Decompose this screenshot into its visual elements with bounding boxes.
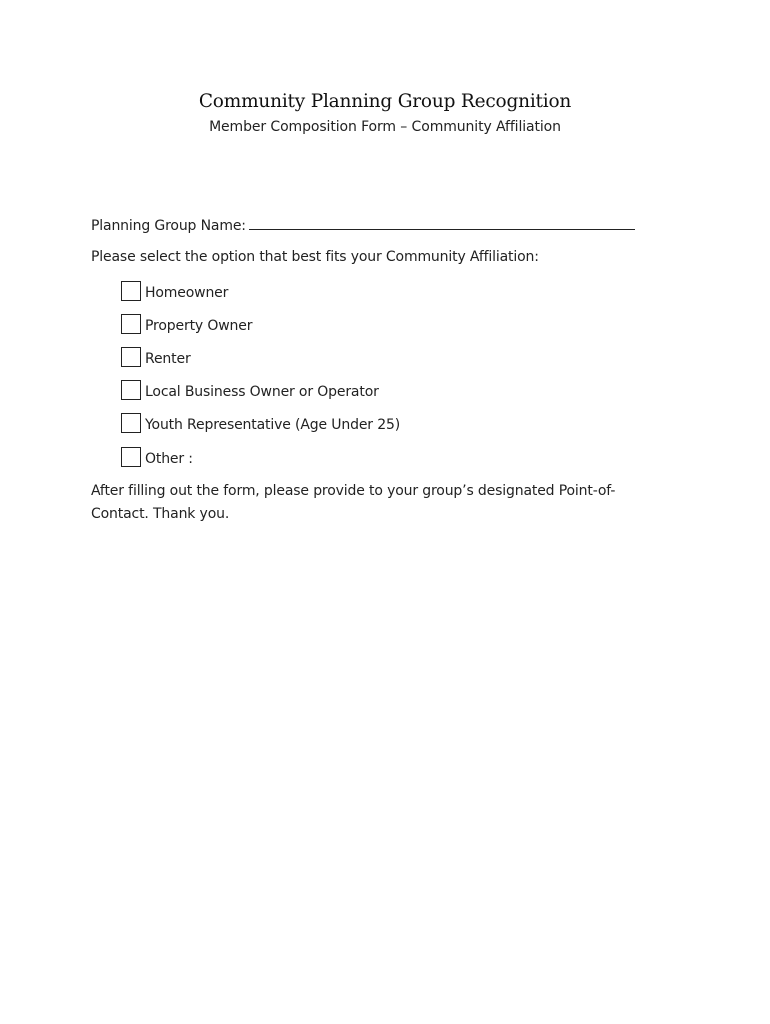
other-checkbox[interactable] xyxy=(121,447,141,467)
renter-checkbox[interactable] xyxy=(121,347,141,367)
renter-label: Renter xyxy=(145,351,191,367)
local-business-checkbox[interactable] xyxy=(121,380,141,400)
homeowner-checkbox[interactable] xyxy=(121,281,141,301)
homeowner-label: Homeowner xyxy=(145,285,229,301)
option-renter[interactable] xyxy=(121,343,191,367)
youth-representative-checkbox[interactable] xyxy=(121,413,141,433)
property-owner-label: Property Owner xyxy=(145,318,253,334)
closing-line-1: After filling out the form, please provide to your group’s designated Point-of- xyxy=(91,483,616,499)
group-name-label: Planning Group Name: xyxy=(91,218,246,234)
option-other[interactable] xyxy=(121,443,193,467)
document-subtitle: Member Composition Form – Community Affiliation xyxy=(209,119,561,135)
affiliation-prompt: Please select the option that best fits your Community Affiliation: xyxy=(91,249,539,265)
youth-representative-label: Youth Representative (Age Under 25) xyxy=(145,417,401,433)
option-homeowner[interactable] xyxy=(121,277,228,301)
group-name-field[interactable] xyxy=(249,215,635,230)
closing-instructions xyxy=(91,480,651,526)
property-owner-checkbox[interactable] xyxy=(121,314,141,334)
local-business-label: Local Business Owner or Operator xyxy=(145,384,379,400)
closing-line-2: Contact. Thank you. xyxy=(91,506,230,522)
option-local-business[interactable] xyxy=(121,376,379,400)
option-property-owner[interactable] xyxy=(121,310,252,334)
option-youth-representative[interactable] xyxy=(121,409,400,433)
document-title: Community Planning Group Recognition xyxy=(198,91,572,112)
other-label: Other : xyxy=(145,451,193,467)
group-name-row xyxy=(91,215,651,234)
